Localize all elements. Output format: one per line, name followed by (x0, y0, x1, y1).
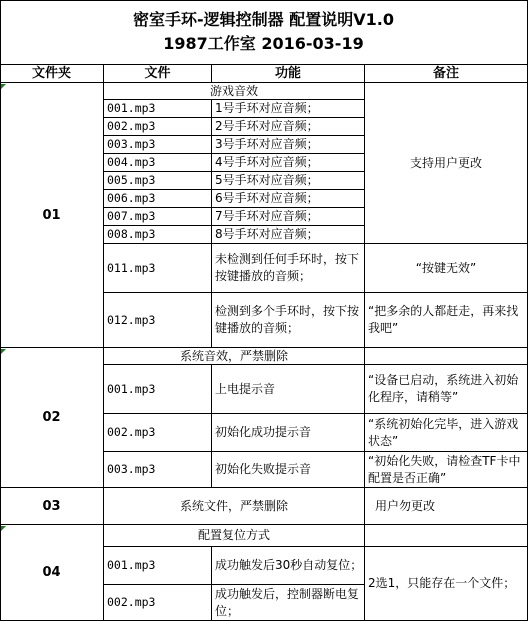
file-name-text: 007.mp3 (107, 209, 156, 223)
file-function (212, 365, 365, 414)
caption-system-sfx-text: 系统音效，严禁删除 (179, 348, 288, 363)
file-name-text: 002.mp3 (107, 425, 156, 439)
header-file-text: 文件 (144, 66, 171, 81)
file-function-text: 2号手环对应音频； (215, 119, 319, 133)
comment-marker-icon (1, 84, 6, 89)
file-function-text: 成功触发后，控制器断电复位； (215, 586, 360, 618)
file-note-text: “设备已启动，系统进入初始化程序，请稍等” (368, 373, 519, 404)
file-function (212, 172, 365, 190)
note-empty (365, 348, 528, 365)
file-function (212, 136, 365, 154)
file-name[interactable] (104, 365, 212, 414)
caption-reset-mode-text: 配置复位方式 (197, 528, 270, 542)
file-name[interactable] (104, 136, 212, 154)
comment-marker-icon (1, 349, 6, 354)
file-note-text: “系统初始化完毕，进入游戏状态” (368, 416, 519, 448)
file-function-text: 7号手环对应音频； (215, 209, 319, 223)
folder-03-text: 03 (42, 498, 61, 514)
title-studio-date: 1987工作室 2016-03-19 (163, 34, 364, 53)
file-function-text: 初始化失败提示音 (215, 462, 312, 476)
file-function-text: 成功触发后30秒自动复位； (215, 558, 363, 572)
file-function-text: 8号手环对应音频； (215, 227, 319, 241)
file-function-text: 1号手环对应音频； (215, 101, 319, 115)
note-too-many (365, 293, 528, 348)
file-name[interactable] (104, 226, 212, 244)
file-name-text: 005.mp3 (107, 173, 156, 187)
file-function-text: 检测到多个手环时，按下按键播放的音频； (215, 304, 360, 335)
caption-game-sfx (104, 83, 365, 100)
file-name[interactable] (104, 208, 212, 226)
file-function-text: 未检测到任何手环时，按下按键播放的音频； (215, 252, 360, 283)
file-name[interactable] (104, 118, 212, 136)
file-note (365, 452, 528, 488)
file-function-text: 上电提示音 (215, 381, 276, 396)
file-function (212, 226, 365, 244)
file-name-text: 003.mp3 (107, 462, 156, 476)
caption-system-files (104, 488, 365, 525)
file-name-text: 001.mp3 (107, 101, 156, 115)
file-name[interactable] (104, 100, 212, 118)
note-button-invalid-text: “按键无效” (415, 260, 477, 275)
file-function-text: 初始化成功提示音 (215, 425, 312, 439)
caption-system-files-text: 系统文件，严禁删除 (179, 498, 288, 513)
header-function-text: 功能 (274, 66, 301, 81)
file-name[interactable] (104, 172, 212, 190)
file-name-text: 004.mp3 (107, 155, 156, 169)
file-function-text: 3号手环对应音频； (215, 137, 319, 151)
file-function (212, 293, 365, 348)
note-user-editable-text: 支持用户更改 (409, 155, 482, 170)
file-name[interactable] (104, 585, 212, 621)
header-note-text: 备注 (432, 66, 459, 81)
file-name[interactable] (104, 293, 212, 348)
header-note (365, 65, 528, 83)
file-name-text: 003.mp3 (107, 137, 156, 151)
file-function (212, 100, 365, 118)
file-function-text: 6号手环对应音频； (215, 191, 319, 205)
file-name-text: 001.mp3 (107, 381, 156, 396)
file-name-text: 002.mp3 (107, 595, 156, 609)
note-button-invalid (365, 244, 528, 293)
file-name[interactable] (104, 190, 212, 208)
folder-03 (0, 488, 104, 525)
note-do-not-change (365, 488, 528, 525)
file-function-text: 4号手环对应音频； (215, 155, 319, 169)
document-title (0, 0, 528, 65)
file-name[interactable] (104, 547, 212, 585)
caption-reset-mode (104, 525, 365, 547)
caption-game-sfx-text: 游戏音效 (209, 83, 258, 98)
file-note-text: “初始化失败，请检查TF卡中配置是否正确” (368, 453, 521, 485)
file-name-text: 012.mp3 (107, 312, 156, 327)
file-function (212, 244, 365, 293)
file-name[interactable] (104, 452, 212, 488)
file-function (212, 118, 365, 136)
file-function (212, 154, 365, 172)
file-function (212, 585, 365, 621)
header-folder (0, 65, 104, 83)
folder-02 (0, 348, 104, 488)
header-folder-text: 文件夹 (31, 66, 71, 81)
note-choose-one (365, 547, 528, 621)
file-function-text: 5号手环对应音频； (215, 173, 319, 187)
folder-02-text: 02 (42, 410, 61, 425)
note-user-editable (365, 83, 528, 244)
folder-01-text: 01 (42, 207, 61, 223)
file-name[interactable] (104, 244, 212, 293)
file-name-text: 006.mp3 (107, 191, 156, 205)
file-function (212, 452, 365, 488)
folder-01 (0, 83, 104, 348)
comment-marker-icon (1, 526, 6, 531)
file-function (212, 190, 365, 208)
header-function (212, 65, 365, 83)
folder-04-text: 04 (42, 565, 61, 580)
file-name-text: 008.mp3 (107, 227, 156, 241)
caption-system-sfx (104, 348, 365, 365)
file-function (212, 547, 365, 585)
file-name-text: 002.mp3 (107, 119, 156, 133)
file-name[interactable] (104, 414, 212, 452)
file-function (212, 208, 365, 226)
note-choose-one-text: 2选1，只能存在一个文件； (368, 576, 516, 590)
note-too-many-text: “把多余的人都赶走，再来找我吧” (368, 304, 519, 335)
title-main: 密室手环-逻辑控制器 配置说明V1.0 (133, 10, 394, 29)
file-note (365, 365, 528, 414)
note-empty (365, 525, 528, 547)
file-name[interactable] (104, 154, 212, 172)
file-name-text: 001.mp3 (107, 558, 156, 572)
header-file (104, 65, 212, 83)
file-function (212, 414, 365, 452)
file-name-text: 011.mp3 (107, 260, 156, 275)
file-note (365, 414, 528, 452)
note-do-not-change-text: 用户勿更改 (375, 498, 436, 513)
folder-04 (0, 525, 104, 621)
